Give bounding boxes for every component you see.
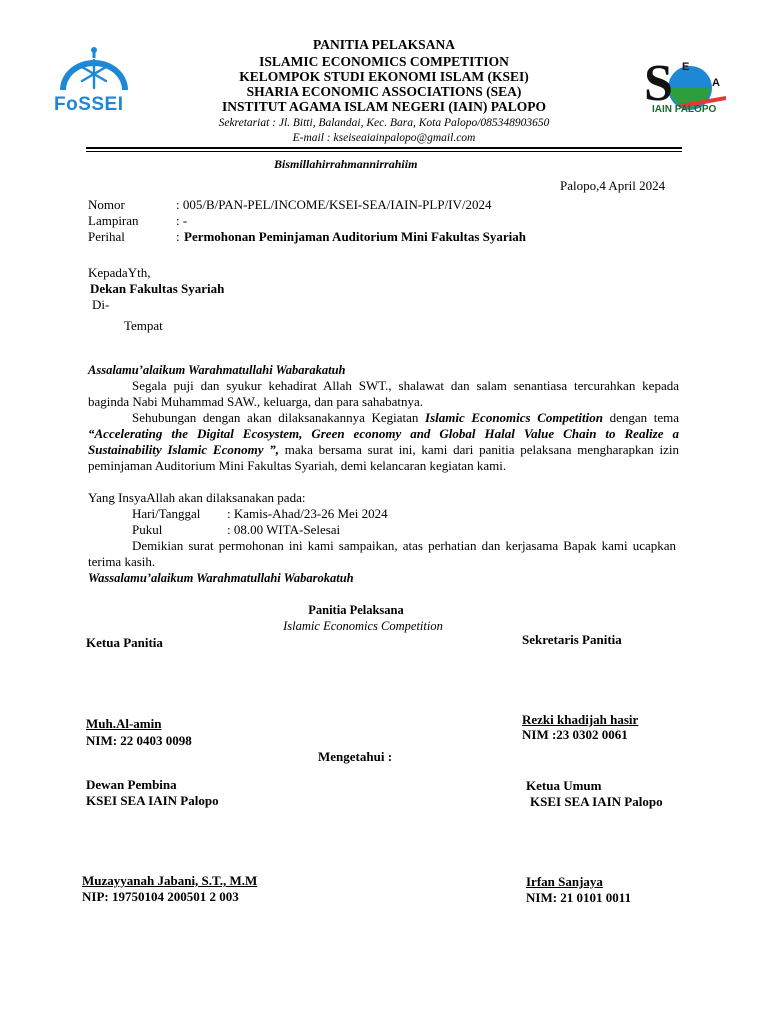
recipient-di: Di-	[92, 297, 110, 312]
sea-logo-text: IAIN PALOPO	[652, 104, 717, 115]
bismillah: Bismillahirrahmannirrahiim	[274, 157, 418, 171]
header-line-1: PANITIA PELAKSANA	[313, 37, 455, 52]
sekretaris-panitia-id: NIM :23 0302 0061	[522, 727, 628, 742]
event-name: Islamic Economics Competition	[425, 410, 603, 425]
dewan-pembina-id: NIP: 19750104 200501 2 003	[82, 889, 239, 904]
ketua-umum-role: Ketua Umum	[526, 778, 602, 793]
schedule-intro: Yang InsyaAllah akan dilaksanakan pada:	[88, 490, 306, 505]
ketua-panitia-role: Ketua Panitia	[86, 635, 163, 650]
event-theme: “Accelerating the Digital Ecosystem, Green economy and Global Halal Value Chain to Realize a Sustainability Islamic Economy ”,	[88, 426, 679, 457]
ketua-umum-org: KSEI SEA IAIN Palopo	[530, 794, 663, 809]
paragraph-closing-text: Demikian surat permohonan ini kami sampaikan, atas perhatian dan kerjasama Bapak kami ucapkan terima kasih.	[88, 538, 676, 569]
greeting: Assalamu’alaikum Warahmatullahi Wabarakatuh	[88, 363, 346, 377]
header-line-5: INSTITUT AGAMA ISLAM NEGERI (IAIN) PALOPO	[222, 99, 546, 114]
recipient-name: Dekan Fakultas Syariah	[90, 281, 225, 296]
schedule-day-value: : Kamis-Ahad/23-26 Mei 2024	[227, 506, 388, 521]
mengetahui-label: Mengetahui :	[318, 749, 393, 764]
perihal-label: Perihal	[88, 229, 125, 244]
ketua-panitia-id: NIM: 22 0403 0098	[86, 733, 192, 748]
paragraph-opening-text: Segala puji dan syukur kehadirat Allah SWT., shalawat dan salam senantiasa tercurahkan kepada baginda Nabi Muhammad SAW., keluarga, dan para sahabatnya.	[88, 378, 679, 409]
committee-title: Panitia Pelaksana	[308, 603, 404, 617]
sekretaris-panitia-name: Rezki khadijah hasir	[522, 712, 639, 727]
lampiran-value: : -	[176, 213, 188, 228]
schedule-day-label: Hari/Tanggal	[132, 506, 201, 521]
nomor-label: Nomor	[88, 197, 125, 212]
schedule-time-value: : 08.00 WITA-Selesai	[227, 522, 341, 537]
paragraph-purpose	[88, 410, 679, 474]
schedule-time-label: Pukul	[132, 522, 163, 537]
svg-text:E: E	[682, 61, 690, 73]
header-line-4: SHARIA ECONOMIC ASSOCIATIONS (SEA)	[246, 84, 522, 99]
header-email: E-mail : kseiseaiainpalopo@gmail.com	[292, 132, 476, 144]
perihal-value: Permohonan Peminjaman Auditorium Mini Fakultas Syariah	[184, 229, 526, 244]
svg-text:S: S	[644, 55, 673, 112]
farewell: Wassalamu’alaikum Warahmatullahi Wabarokatuh	[88, 571, 354, 585]
purpose-text-b: dengan tema	[609, 410, 680, 425]
purpose-text-a: Sehubungan dengan akan dilaksanakannya Kegiatan	[132, 410, 419, 425]
purpose-text-c: maka bersama surat ini, kami dari panitia pelaksana mengharapkan izin peminjaman Auditorium Mini Fakultas Syariah, demi kelancaran kegiatan kami.	[88, 442, 679, 473]
header-rule-thick	[86, 147, 682, 149]
dewan-pembina-role: Dewan Pembina	[86, 777, 177, 792]
recipient-kepada: KepadaYth,	[88, 265, 151, 280]
header-line-3: KELOMPOK STUDI EKONOMI ISLAM (KSEI)	[239, 69, 529, 84]
fossei-logo-text: FoSSEI	[54, 94, 124, 115]
perihal-colon: :	[176, 229, 180, 244]
dewan-pembina-name: Muzayyanah Jabani, S.T., M.M	[82, 873, 258, 888]
nomor-value: : 005/B/PAN-PEL/INCOME/KSEI-SEA/IAIN-PLP/IV/2024	[176, 197, 492, 212]
ketua-umum-name: Irfan Sanjaya	[526, 874, 603, 889]
header-address: Sekretariat : Jl. Bitti, Balandai, Kec. Bara, Kota Palopo/085348903650	[218, 117, 550, 129]
lampiran-label: Lampiran	[88, 213, 139, 228]
header-rule-thin	[86, 151, 682, 152]
place-date: Palopo,4 April 2024	[560, 178, 666, 193]
dewan-pembina-org: KSEI SEA IAIN Palopo	[86, 793, 219, 808]
paragraph-closing	[88, 538, 676, 570]
ketua-panitia-name: Muh.Al-amin	[86, 716, 162, 731]
ketua-umum-id: NIM: 21 0101 0011	[526, 890, 632, 905]
header-line-2: ISLAMIC ECONOMICS COMPETITION	[259, 54, 509, 69]
paragraph-opening	[88, 378, 679, 410]
recipient-tempat: Tempat	[124, 318, 163, 333]
committee-subtitle: Islamic Economics Competition	[283, 619, 443, 633]
sekretaris-panitia-role: Sekretaris Panitia	[522, 632, 622, 647]
svg-text:A: A	[712, 77, 720, 89]
